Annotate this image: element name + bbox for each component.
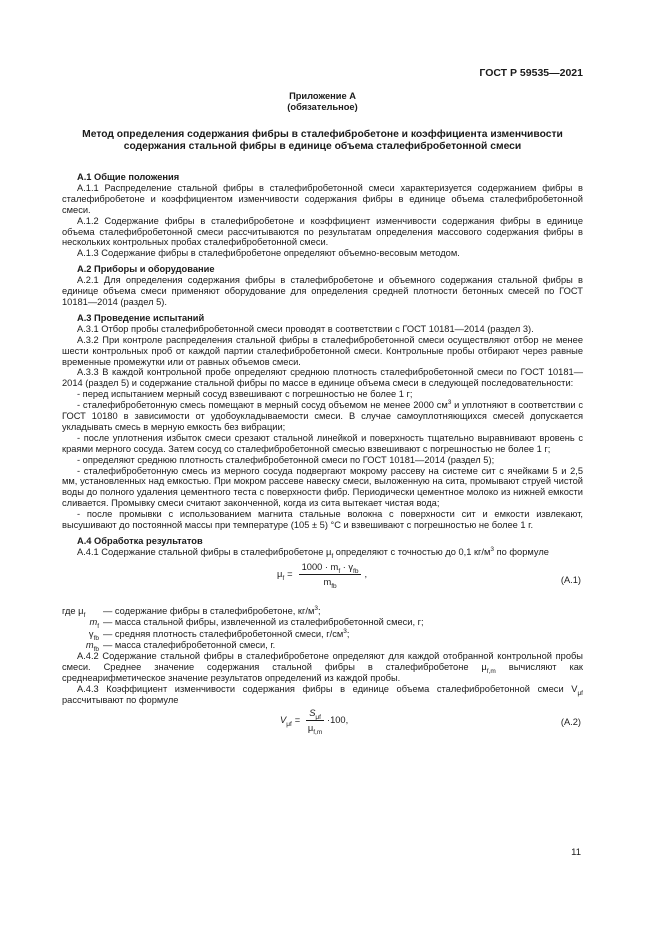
paragraph: А.4.3 Коэффициент изменчивости содержания фибры в единице объема сталефибробетонной смеси $V_{\mu f}$ рассчитывают по формуле bbox=[62, 684, 583, 706]
paragraph: А.3.3 В каждой контрольной пробе определяют среднюю плотность сталефибробетонной смеси по ГОСТ 10181—2014 (раздел 5) и содержание стальной фибры по массе в единице объема смеси в следующей последовательности: bbox=[62, 367, 583, 389]
formula-a1 bbox=[62, 562, 583, 600]
page-number: 11 bbox=[571, 847, 581, 858]
formula-lhs: $V_{\mu f}$ bbox=[280, 715, 292, 729]
formula-numerator: $1000 \cdot m_f \cdot \gamma_{fb}$ bbox=[299, 562, 362, 575]
paragraph: А.2.1 Для определения содержания фибры в сталефибробетоне и объемного содержания стальной фибры в единице объема смеси применяют оборудование для определения средней плотности бетонных смесей по ГОСТ 10181—2014 (раздел 5). bbox=[62, 275, 583, 307]
standard-designation: ГОСТ Р 59535—2021 bbox=[479, 67, 583, 79]
section-heading: А.1 Общие положения bbox=[77, 172, 180, 182]
formula-number: (А.1) bbox=[560, 574, 581, 585]
variable-row: $m_{fb}$ — масса сталефибробетонной смеси, г. bbox=[85, 640, 276, 653]
formula-denominator: $m_{fb}$ bbox=[323, 576, 337, 590]
variable-row: $\gamma_{fb}$ — средняя плотность сталефибробетонной смеси, $г/см^3$; bbox=[88, 627, 350, 642]
page-content bbox=[62, 91, 583, 740]
formula-tail: ·100, bbox=[326, 715, 349, 726]
section-heading: А.2 Приборы и оборудование bbox=[77, 264, 215, 275]
appendix-status: (обязательное) bbox=[287, 101, 358, 112]
paragraph: А.1.1 Распределение стальной фибры в сталефибробетонной смеси характеризуется содержанием фибры в сталефибробетоне и коэффициентом изменчивости содержания фибры в единице объема сталефибробетонной смеси. bbox=[62, 182, 583, 215]
paragraph: А.3.2 При контроле распределения стальной фибры в сталефибробетонной смеси осуществляют отбор не менее шести контрольных проб от каждой партии сталефибробетонной смеси. Контрольные пробы отбирают через равные временные промежутки или от равных объемов смеси. bbox=[62, 334, 583, 367]
formula-equals: = bbox=[287, 569, 293, 580]
list-item: - определяют среднюю плотность сталефибробетонной смеси по ГОСТ 10181—2014 (раздел 5); bbox=[77, 454, 495, 465]
document-title-line1: Метод определения содержания фибры в сталефибробетоне и коэффициента изменчивости bbox=[82, 128, 563, 140]
list-item: - после промывки с использованием магнита стальные волокна с поверхности сит и емкости извлекают, высушивают до постоянной массы при температуре (105 ± 5) °С и взвешивают с погрешностью не более 1 г. bbox=[62, 509, 583, 531]
section-heading: А.4 Обработка результатов bbox=[77, 536, 203, 546]
variable-definitions bbox=[62, 606, 583, 652]
formula-fraction bbox=[299, 562, 362, 588]
list-item: - сталефибробетонную смесь помещают в мерный сосуд объемом не менее 2000 $см^3$ и уплотняют в соответствии с ГОСТ 10180 в зависимости от удобоукладываемости смеси. В случае самоуплотняющихся смесей допускается укладывать смесь в мерную емкость без вибрации; bbox=[62, 399, 583, 432]
formula-number: (А.2) bbox=[560, 716, 581, 727]
formula-a2 bbox=[62, 708, 583, 740]
variable-row: где $\mu_f$ — содержание фибры в сталефибробетоне, $кг/м^3$; bbox=[62, 604, 321, 619]
paragraph: А.1.3 Содержание фибры в сталефибробетоне определяют объемно-весовым методом. bbox=[77, 248, 460, 259]
paragraph: А.4.1 Содержание стальной фибры в сталефибробетоне $\mu_f$ определяют с точностью до 0,1 $кг/м^3$ по формуле bbox=[77, 545, 549, 560]
list-item: - после уплотнения избыток смеси срезают стальной линейкой и поверхность тщательно выравнивают вровень с краями мерного сосуда. Затем сосуд со сталефибробетонной смесью взвешивают с погрешностью не более 1 г; bbox=[62, 432, 583, 454]
paragraph: А.3.1 Отбор пробы сталефибробетонной смеси проводят в соответствии с ГОСТ 10181—2014 (раздел 3). bbox=[77, 323, 534, 334]
formula-equals: = bbox=[294, 715, 301, 726]
paragraph: А.4.2 Содержание стальной фибры в сталефибробетоне определяют для каждой отобранной контрольной пробы смеси. Среднее значение содержания стальной фибры в сталефибробетоне $\mu_{f,m}$ вычисляют как среднеарифметическое значение результатов определений из каждой пробы. bbox=[62, 651, 583, 684]
appendix-title: Приложение А bbox=[289, 91, 356, 101]
section-heading: А.3 Проведение испытаний bbox=[77, 312, 205, 323]
variable-row: $m_f$ — масса стальной фибры, извлеченной из сталефибробетонной смеси, г; bbox=[89, 617, 424, 631]
formula-denominator: $\mu_{f,m}$ bbox=[307, 722, 323, 736]
document-title-line2: содержания стальной фибры в единице объема сталефибробетонной смеси bbox=[123, 141, 522, 153]
formula-numerator: $S_{\mu f}$ bbox=[306, 708, 324, 721]
paragraph: А.1.2 Содержание фибры в сталефибробетоне и коэффициент изменчивости содержания фибры в единице объема сталефибробетонной смеси рассчитываются по результатам определения массового содержания фибры в нескольких контрольных пробах сталефибробетонной смеси. bbox=[62, 215, 583, 248]
document-title bbox=[62, 129, 583, 154]
formula-tail: , bbox=[364, 569, 368, 580]
formula-lhs: $\mu_f$ bbox=[277, 569, 285, 583]
list-item: - сталефибробетонную смесь из мерного сосуда подвергают мокрому рассеву на системе сит с ячейками 5 и 2,5 мм, установленных над емкостью. При мокром рассеве навеску смеси, выложенную на сита, промывают струей чистой воды до полного удаления цементного теста с поверхности фибр. Периодически цементное молоко из нижней емкости сливается. Промывку смеси считают законченной, когда из сита вытекает чистая вода; bbox=[62, 465, 583, 509]
list-item: - перед испытанием мерный сосуд взвешивают с погрешностью не более 1 г; bbox=[77, 389, 413, 400]
formula-fraction bbox=[306, 708, 324, 734]
